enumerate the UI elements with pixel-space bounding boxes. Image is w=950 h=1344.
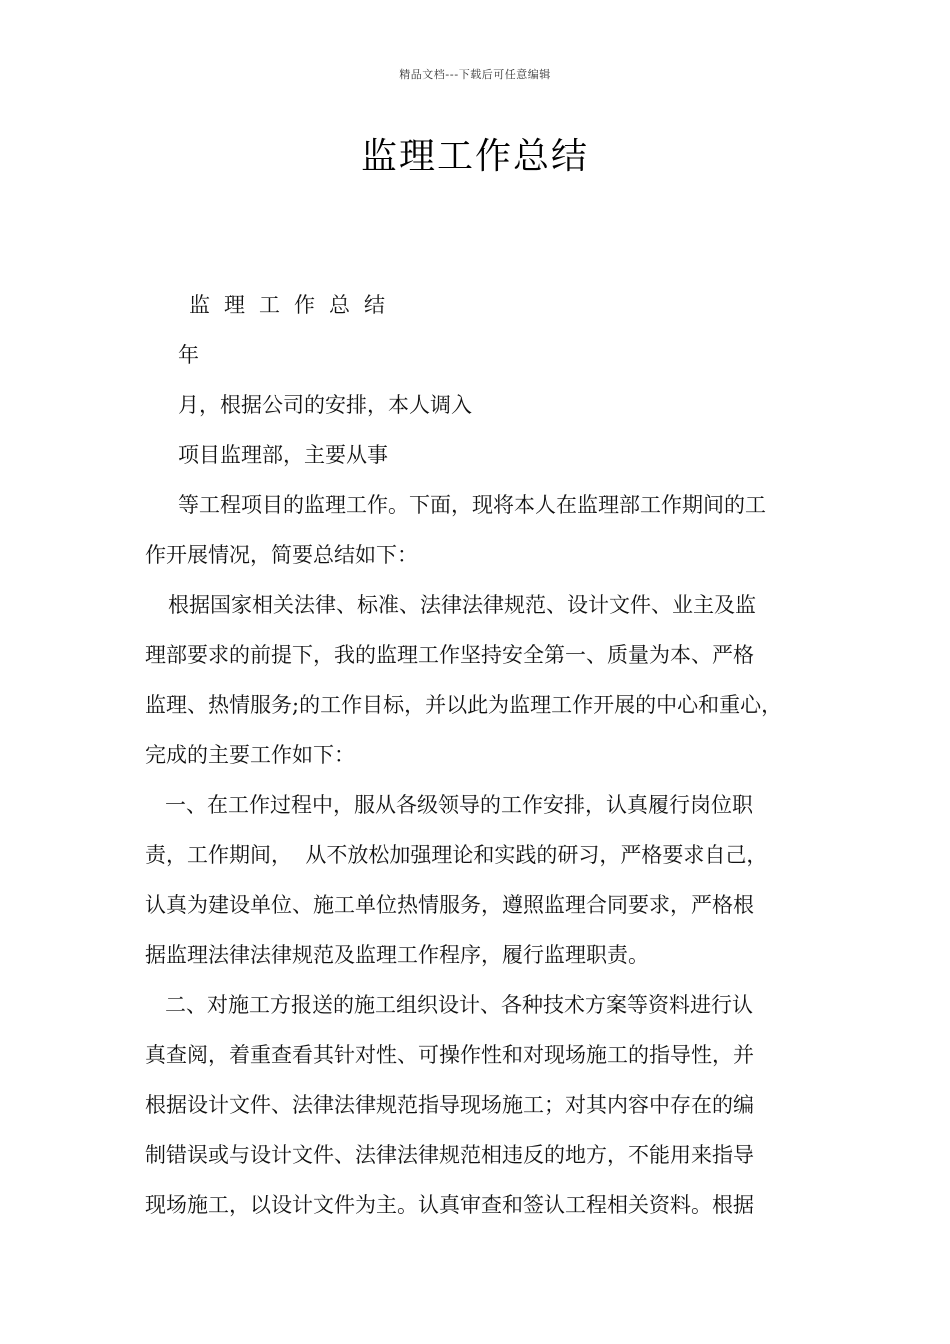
body-subtitle: 监理工作总结 — [189, 293, 399, 317]
para1-line-3: 监理、热情服务;的工作目标，并以此为监理工作开展的中心和重心， — [145, 693, 783, 717]
para3-line-4: 制错误或与设计文件、法律法律规范相违反的地方，不能用来指导 — [145, 1143, 754, 1167]
para3-line-5: 现场施工，以设计文件为主。认真审查和签认工程相关资料。根据 — [145, 1193, 754, 1217]
document-body — [145, 280, 810, 1230]
intro-line-1: 等工程项目的监理工作。下面，现将本人在监理部工作期间的工 — [178, 493, 766, 517]
header-note: 精品文档---下载后可任意编辑 — [399, 68, 551, 81]
document-title: 监理工作总结 — [360, 136, 589, 177]
para1-line-4: 完成的主要工作如下： — [145, 743, 355, 767]
line-month: 月，根据公司的安排，本人调入 — [178, 393, 472, 417]
para2-line-1: 一、在工作过程中，服从各级领导的工作安排，认真履行岗位职 — [165, 793, 753, 817]
line-project: 项目监理部，主要从事 — [178, 443, 388, 467]
para3-line-2: 真查阅，着重查看其针对性、可操作性和对现场施工的指导性，并 — [145, 1043, 754, 1067]
para2-line-4: 据监理法律法律规范及监理工作程序，履行监理职责。 — [145, 943, 649, 967]
para2-line-2: 责，工作期间， 从不放松加强理论和实践的研习，严格要求自己， — [145, 843, 768, 867]
para1-line-1: 根据国家相关法律、标准、法律法律规范、设计文件、业主及监 — [168, 593, 756, 617]
para3-line-3: 根据设计文件、法律法律规范指导现场施工；对其内容中存在的编 — [145, 1093, 754, 1117]
para3-line-1: 二、对施工方报送的施工组织设计、各种技术方案等资料进行认 — [165, 993, 753, 1017]
intro-line-2: 作开展情况，简要总结如下： — [145, 543, 418, 567]
line-year: 年 — [178, 343, 199, 367]
para2-line-3: 认真为建设单位、施工单位热情服务，遵照监理合同要求，严格根 — [145, 893, 754, 917]
para1-line-2: 理部要求的前提下，我的监理工作坚持安全第一、质量为本、严格 — [145, 643, 754, 667]
